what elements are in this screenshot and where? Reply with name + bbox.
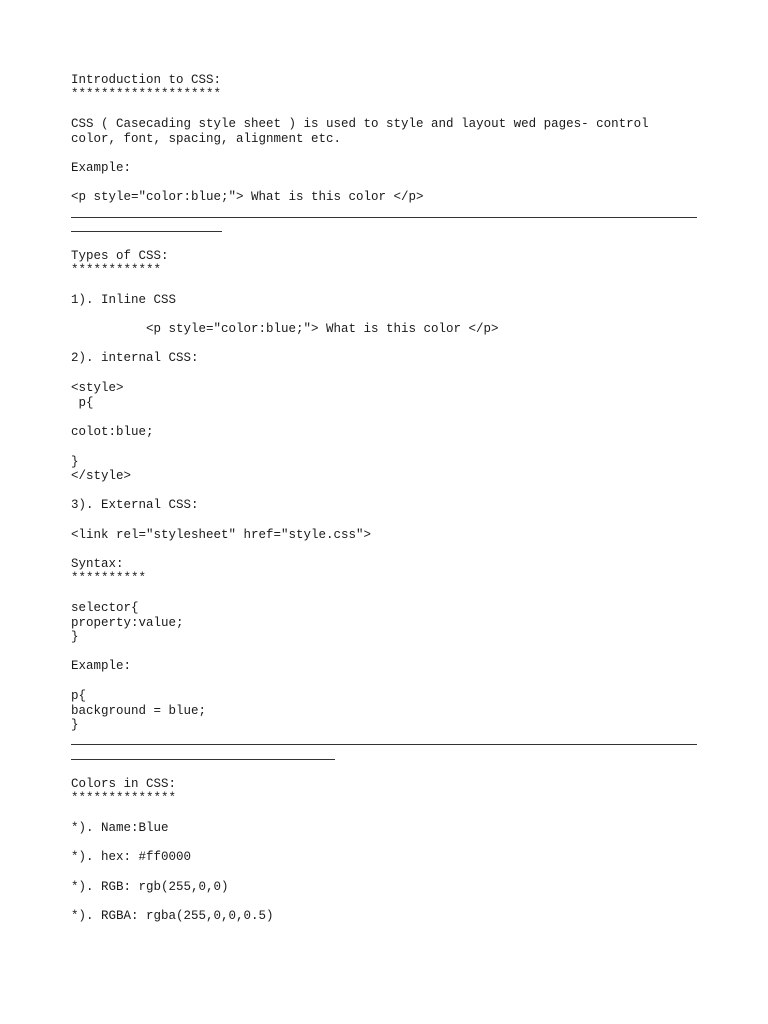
syntax-line-3: } bbox=[71, 630, 79, 644]
syntax-example-line-2: background = blue; bbox=[71, 704, 207, 718]
syntax-line-1: selector{ bbox=[71, 601, 139, 615]
internal-css-selector: p{ bbox=[71, 396, 94, 410]
intro-heading: Introduction to CSS: bbox=[71, 73, 222, 87]
internal-css-open-tag: <style> bbox=[71, 381, 124, 395]
intro-description-line-1: CSS ( Casecading style sheet ) is used to style and layout wed pages- control bbox=[71, 117, 649, 131]
internal-css-close-brace: } bbox=[71, 455, 79, 469]
inline-css-label: 1). Inline CSS bbox=[71, 293, 177, 307]
colors-heading: Colors in CSS: bbox=[71, 777, 177, 791]
colors-underline: ************** bbox=[71, 791, 177, 805]
color-item: *). RGBA: rgba(255,0,0,0.5) bbox=[71, 909, 274, 923]
inline-css-code: <p style="color:blue;"> What is this color </p> bbox=[146, 322, 499, 336]
section-divider-short bbox=[71, 231, 222, 232]
intro-example-label: Example: bbox=[71, 161, 132, 175]
intro-underline: ******************** bbox=[71, 87, 222, 101]
section-divider bbox=[71, 217, 697, 218]
section-divider-short bbox=[71, 759, 335, 760]
color-item: *). hex: #ff0000 bbox=[71, 850, 192, 864]
color-item: *). RGB: rgb(255,0,0) bbox=[71, 880, 229, 894]
types-heading: Types of CSS: bbox=[71, 249, 169, 263]
syntax-example-line-1: p{ bbox=[71, 689, 87, 703]
internal-css-declaration: colot:blue; bbox=[71, 425, 154, 439]
syntax-line-2: property:value; bbox=[71, 616, 184, 630]
intro-description-line-2: color, font, spacing, alignment etc. bbox=[71, 132, 342, 146]
external-css-label: 3). External CSS: bbox=[71, 498, 199, 512]
syntax-underline: ********** bbox=[71, 571, 147, 585]
internal-css-label: 2). internal CSS: bbox=[71, 351, 199, 365]
external-css-code: <link rel="stylesheet" href="style.css"> bbox=[71, 528, 372, 542]
color-item: *). Name:Blue bbox=[71, 821, 169, 835]
syntax-heading: Syntax: bbox=[71, 557, 124, 571]
internal-css-close-tag: </style> bbox=[71, 469, 132, 483]
types-underline: ************ bbox=[71, 263, 162, 277]
section-divider bbox=[71, 744, 697, 745]
intro-example-code: <p style="color:blue;"> What is this color </p> bbox=[71, 190, 424, 204]
syntax-example-line-3: } bbox=[71, 718, 79, 732]
syntax-example-label: Example: bbox=[71, 659, 132, 673]
